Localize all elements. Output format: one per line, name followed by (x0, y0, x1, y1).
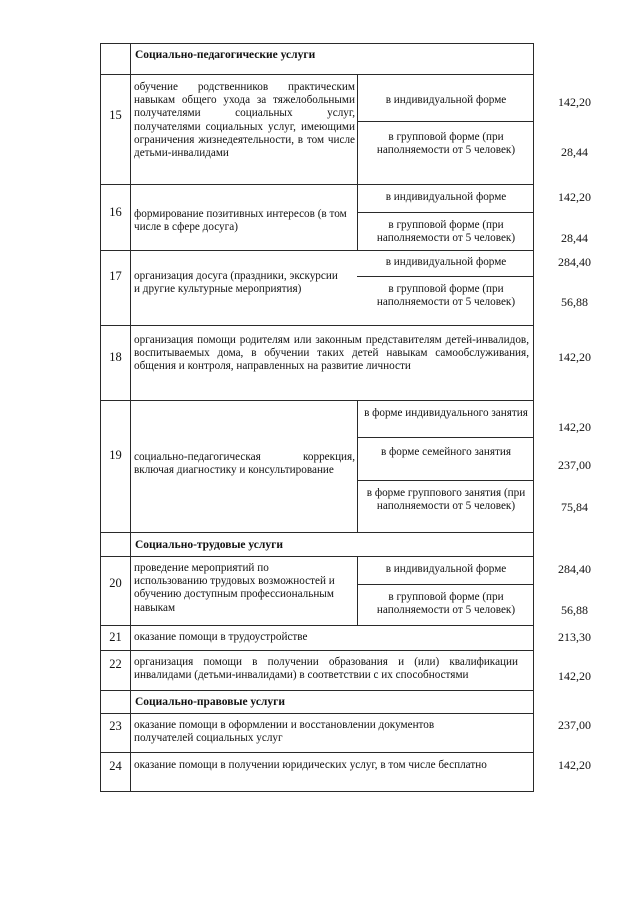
service-price: 142,20 (558, 420, 591, 434)
service-price: 56,88 (561, 295, 588, 309)
service-price: 75,84 (561, 500, 588, 514)
row-divider (100, 532, 534, 533)
row-divider (357, 121, 534, 122)
row-number: 21 (109, 630, 122, 644)
row-divider (100, 250, 534, 251)
service-form: в групповой форме (при наполняемости от 5 человек) (376, 591, 516, 617)
service-name: организация помощи родителям или законным представителям детей-инвалидов, воспитываемых дома, в обучении таких детей навыкам самообслуживания, общения и контроля, направленных на развитие личности (134, 334, 529, 373)
service-form: в индивидуальной форме (385, 191, 507, 203)
row-number: 15 (109, 108, 122, 122)
service-form: в форме семейного занятия (380, 446, 512, 458)
service-price: 28,44 (561, 145, 588, 159)
service-price: 284,40 (558, 255, 591, 269)
service-form: в форме индивидуального занятия (364, 407, 528, 419)
column-divider (357, 400, 358, 533)
row-number: 24 (109, 759, 122, 773)
row-number: 23 (109, 719, 122, 733)
service-price: 142,20 (558, 669, 591, 683)
row-divider (357, 437, 534, 438)
row-divider (100, 325, 534, 326)
service-price: 56,88 (561, 603, 588, 617)
table-border-top (100, 43, 534, 44)
service-price: 28,44 (561, 231, 588, 245)
service-form: в форме группового занятия (при наполняемости от 5 человек) (366, 487, 526, 513)
service-price: 142,20 (558, 350, 591, 364)
column-divider (357, 556, 358, 626)
column-divider (130, 43, 131, 792)
service-price: 237,00 (558, 458, 591, 472)
service-price: 284,40 (558, 562, 591, 576)
service-name: оказание помощи в трудоустройстве (134, 631, 308, 643)
service-price: 142,20 (558, 758, 591, 772)
service-form: в индивидуальной форме (385, 94, 507, 106)
row-divider (100, 650, 534, 651)
service-name: формирование позитивных интересов (в том числе в сфере досуга) (134, 208, 347, 234)
section-header: Социально-педагогические услуги (135, 49, 316, 61)
section-header: Социально-трудовые услуги (135, 539, 283, 551)
row-number: 20 (109, 576, 122, 590)
service-name: оказание помощи в оформлении и восстановлении документов получателей социальных услуг (134, 719, 435, 745)
row-divider (357, 480, 534, 481)
row-divider (100, 625, 534, 626)
service-name: организация помощи в получении образования и (или) квалификации инвалидами (детьми-инвалидами) в соответствии с их способностями (134, 656, 518, 682)
row-number: 19 (109, 448, 122, 462)
row-divider (100, 184, 534, 185)
service-form: в индивидуальной форме (385, 563, 507, 575)
table-border-bottom (100, 791, 534, 792)
service-name: проведение мероприятий по использованию трудовых возможностей и обучению доступным профессиональным навыкам (134, 562, 335, 614)
service-form: в групповой форме (при наполняемости от 5 человек) (376, 219, 516, 245)
service-form: в групповой форме (при наполняемости от 5 человек) (376, 131, 516, 157)
service-name: обучение родственников практическим навыкам общего ухода за тяжелобольными получателями социальных услуг, получателями социальных услуг, имеющими ограничения жизнедеятельности, в том числе детьми-инвалидами (134, 81, 355, 160)
row-divider (357, 276, 534, 277)
row-number: 22 (109, 657, 122, 671)
service-form: в групповой форме (при наполняемости от 5 человек) (376, 283, 516, 309)
column-divider (357, 74, 358, 251)
service-price: 142,20 (558, 95, 591, 109)
table-border-right (533, 43, 534, 792)
service-name: организация досуга (праздники, экскурсии и другие культурные мероприятия) (134, 270, 338, 296)
row-divider (357, 212, 534, 213)
row-number: 18 (109, 350, 122, 364)
row-divider (100, 713, 534, 714)
row-divider (100, 400, 534, 401)
row-divider (100, 74, 534, 75)
row-divider (100, 556, 534, 557)
row-divider (100, 752, 534, 753)
service-price: 237,00 (558, 718, 591, 732)
service-form: в индивидуальной форме (385, 256, 507, 268)
service-price: 142,20 (558, 190, 591, 204)
row-number: 16 (109, 205, 122, 219)
row-number: 17 (109, 269, 122, 283)
service-name: социально-педагогическая коррекция, включая диагностику и консультирование (134, 451, 355, 477)
row-divider (357, 584, 534, 585)
section-header: Социально-правовые услуги (135, 696, 285, 708)
service-price: 213,30 (558, 630, 591, 644)
table-border-left (100, 43, 101, 792)
service-name: оказание помощи в получении юридических услуг, в том числе бесплатно (134, 759, 487, 771)
row-divider (100, 690, 534, 691)
